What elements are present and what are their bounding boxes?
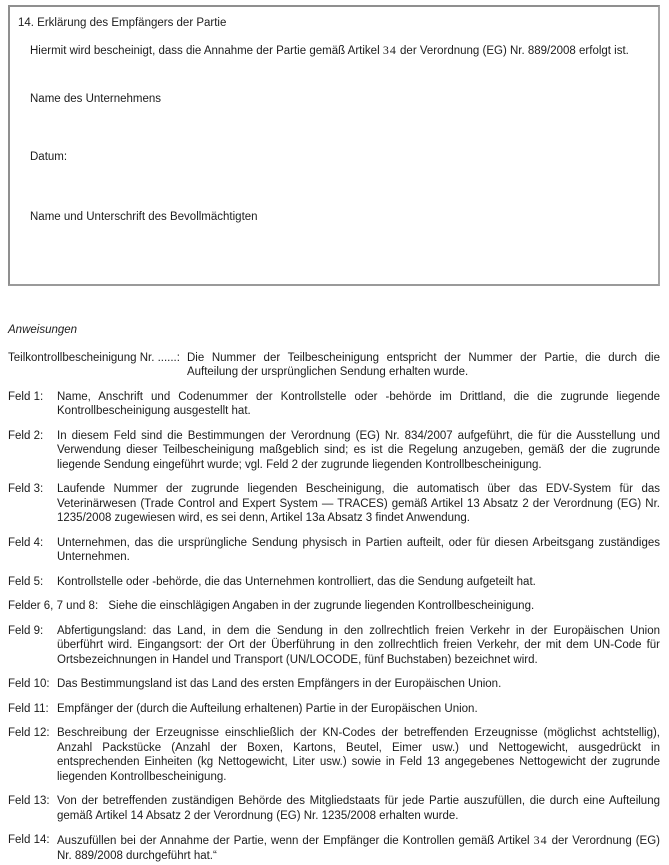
field-label: Feld 14: (8, 834, 50, 846)
field-label: Feld 9: (8, 624, 44, 637)
field-text: Laufende Nummer der zugrunde liegenden Bescheinigung, die automatisch über das EDV-System für das Veterinärwesen (Trade Control and Expert System — TRACES) gemäß Artikel 13 Absatz 2 der Verordnung (EG) Nr. 1235/2008 zugewiesen wird, es sei denn, Artikel 13a Absatz 3 findet Anwendung. (57, 483, 660, 524)
field-label: Feld 4: (8, 536, 44, 549)
field-text: Das Bestimmungsland ist das Land des ersten Empfängers in der Europäischen Union. (57, 678, 502, 690)
field-text: Empfänger der (durch die Aufteilung erhaltenen) Partie in der Europäischen Union. (57, 702, 478, 715)
field-instruction-row-1 (8, 390, 660, 419)
field-label: Feld 11: (8, 702, 49, 715)
partial-certificate-text: Die Nummer der Teilbescheinigung entspricht der Nummer der Partie, die durch die Aufteilung der ursprünglichen Sendung erhalten wurde. (186, 351, 660, 378)
declaration-box (8, 5, 660, 286)
field-label: Feld 13: (8, 795, 50, 807)
date-label: Datum: (30, 150, 68, 163)
signature-label: Name und Unterschrift des Bevollmächtigten (30, 211, 258, 223)
field-label: Felder 6, 7 und 8: (8, 600, 102, 612)
field-text: Kontrollstelle oder -behörde, die das Unternehmen kontrolliert, das die Sendung aufgeteilt hat. (57, 575, 536, 588)
field-instruction-row-11 (8, 702, 660, 717)
instructions-heading: Anweisungen (8, 324, 78, 336)
field-label: Feld 12: (8, 727, 50, 739)
statement-text-before: Hiermit wird bescheinigt, dass die Annahme der Partie gemäß Artikel (30, 44, 383, 57)
field-label: Feld 5: (8, 575, 44, 588)
field-instruction-row-13 (8, 794, 660, 823)
partial-certificate-label: Teilkontrollbescheinigung Nr. ......: (8, 351, 180, 364)
field-text: Beschreibung der Erzeugnisse einschließlich der KN-Codes der betreffenden Erzeugnisse (möglichst achtstellig), Anzahl Packstücke (Anzahl der Boxen, Kartons, Beutel, Eimer usw.) und Nettogewicht, ausgedrückt in entsprechenden Einheiten (kg Nettogewicht, Liter usw.) sowie in Feld 13 angegebenes Nettogewicht der zugrunde liegenden Kontrollbescheinigung. (57, 727, 660, 783)
declaration-statement (30, 43, 642, 59)
company-name-label: Name des Unternehmens (30, 93, 162, 105)
field-instruction-row-5 (8, 575, 660, 590)
field-instruction-row-3 (8, 482, 660, 526)
article-number: 34 (382, 42, 397, 57)
field-text-after: der Verordnung (EG) Nr. 889/2008 durchgeführt hat.“ (57, 835, 660, 862)
field-text: Von der betreffenden zuständigen Behörde des Mitgliedstaats für jede Partie auszufüllen, die durch eine Aufteilung gemäß Artikel 14 Absatz 2 der Verordnung (EG) Nr. 1235/2008 erhalten wurde. (57, 795, 660, 822)
article-number: 34 (533, 833, 548, 847)
field-text: Siehe die einschlägigen Angaben in der zugrunde liegenden Kontrollbescheinigung. (108, 600, 535, 612)
field-instruction-row-6-7-8 (8, 599, 660, 614)
field-text (57, 833, 660, 863)
statement-text-after: der Verordnung (EG) Nr. 889/2008 erfolgt ist. (396, 44, 629, 57)
declaration-title: 14. Erklärung des Empfängers der Partie (18, 17, 227, 29)
field-label: Feld 10: (8, 678, 50, 690)
field-instruction-row-12 (8, 726, 660, 784)
field-instruction-row-2 (8, 429, 660, 473)
field-text: In diesem Feld sind die Bestimmungen der Verordnung (EG) Nr. 834/2007 aufgeführt, die für die Ausstellung und Verwendung dieser Teilbescheinigung maßgeblich sind; es ist die Regelung anzugeben, gemäß der die zugrunde liegende Sendung eingeführt wurde; vgl. Feld 2 der zugrunde liegenden Kontrollbescheinigung. (57, 429, 660, 471)
partial-certificate-note (8, 351, 660, 380)
field-label: Feld 3: (8, 483, 44, 495)
field-instruction-row-10 (8, 677, 660, 692)
field-text: Abfertigungsland: das Land, in dem die Sendung in den zollrechtlich freien Verkehr in der Europäischen Union überführt wird. Eingangsort: der Ort der Überführung in den zollrechtlich freien Verkehr, der mit dem UN-Code für Ortsbezeichnungen in Handel und Transport (UN/LOCODE, fünf Buchstaben) bezeichnet wird. (57, 624, 660, 666)
field-text: Name, Anschrift und Codenummer der Kontrollstelle oder -behörde im Drittland, die die zugrunde liegende Kontrollbescheinigung ausgestellt hat. (57, 390, 660, 417)
field-instruction-row-9 (8, 624, 660, 668)
field-instruction-row-4 (8, 536, 660, 565)
field-text: Unternehmen, das die ursprüngliche Sendung physisch in Partien aufteilt, oder für diesen Arbeitsgang zuständiges Unternehmen. (57, 536, 660, 563)
field-label: Feld 2: (8, 429, 44, 442)
field-text-before: Auszufüllen bei der Annahme der Partie, wenn der Empfänger die Kontrollen gemäß Artikel (57, 835, 534, 847)
field-instruction-row-14 (8, 833, 660, 863)
field-label: Feld 1: (8, 390, 44, 403)
